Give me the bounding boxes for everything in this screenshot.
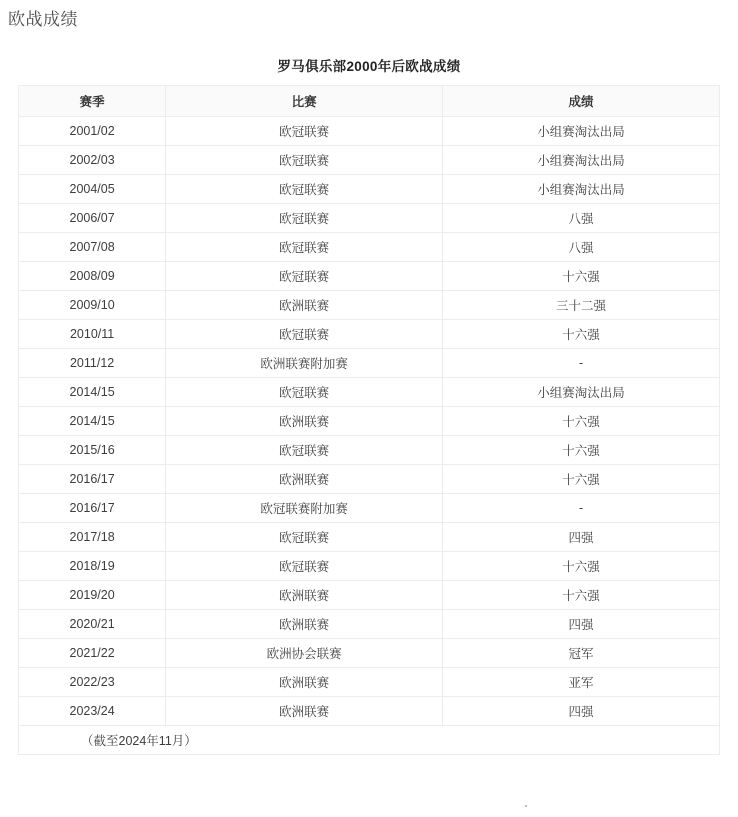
cell-competition: 欧洲联赛附加赛 (166, 349, 443, 378)
cell-competition: 欧冠联赛 (166, 523, 443, 552)
cell-season: 2016/17 (19, 465, 166, 494)
cell-result: 小组赛淘汰出局 (443, 146, 720, 175)
cell-season: 2001/02 (19, 117, 166, 146)
cell-result: - (443, 494, 720, 523)
cell-competition: 欧冠联赛 (166, 146, 443, 175)
table-row (19, 523, 720, 552)
table-header-row (19, 86, 720, 117)
table-row (19, 610, 720, 639)
table-row (19, 552, 720, 581)
cell-season: 2008/09 (19, 262, 166, 291)
cell-competition: 欧洲联赛 (166, 668, 443, 697)
cell-season: 2018/19 (19, 552, 166, 581)
table-row (19, 407, 720, 436)
table-row (19, 233, 720, 262)
cell-result: - (443, 349, 720, 378)
cell-result: 十六强 (443, 262, 720, 291)
cell-result: 小组赛淘汰出局 (443, 117, 720, 146)
cell-result: 十六强 (443, 581, 720, 610)
cell-result: 八强 (443, 204, 720, 233)
table-row (19, 494, 720, 523)
cell-result: 冠军 (443, 639, 720, 668)
table-footnote: （截至2024年11月） (19, 726, 720, 755)
cell-competition: 欧冠联赛 (166, 117, 443, 146)
table-row (19, 320, 720, 349)
cell-season: 2017/18 (19, 523, 166, 552)
cell-competition: 欧冠联赛 (166, 320, 443, 349)
cell-competition: 欧洲联赛 (166, 610, 443, 639)
table-row (19, 697, 720, 726)
cell-result: 小组赛淘汰出局 (443, 378, 720, 407)
table-row (19, 146, 720, 175)
cell-season: 2009/10 (19, 291, 166, 320)
cell-result: 十六强 (443, 436, 720, 465)
cell-result: 八强 (443, 233, 720, 262)
cell-season: 2006/07 (19, 204, 166, 233)
cell-result: 十六强 (443, 552, 720, 581)
cell-season: 2010/11 (19, 320, 166, 349)
column-header-competition: 比赛 (166, 86, 443, 117)
cell-season: 2023/24 (19, 697, 166, 726)
table-row (19, 465, 720, 494)
cell-competition: 欧冠联赛 (166, 262, 443, 291)
table-body (19, 117, 720, 755)
table-row (19, 639, 720, 668)
cell-result: 四强 (443, 610, 720, 639)
cell-competition: 欧冠联赛 (166, 436, 443, 465)
column-header-season: 赛季 (19, 86, 166, 117)
cell-competition: 欧冠联赛 (166, 204, 443, 233)
table-row (19, 262, 720, 291)
cell-competition: 欧冠联赛 (166, 378, 443, 407)
table-row (19, 668, 720, 697)
cell-season: 2022/23 (19, 668, 166, 697)
cell-result: 十六强 (443, 465, 720, 494)
table-footnote-row (19, 726, 720, 755)
page-bottom-marker (525, 805, 527, 807)
table-row (19, 581, 720, 610)
cell-competition: 欧洲联赛 (166, 291, 443, 320)
cell-season: 2004/05 (19, 175, 166, 204)
table-row (19, 175, 720, 204)
stats-table-container (18, 49, 720, 755)
cell-season: 2016/17 (19, 494, 166, 523)
cell-season: 2002/03 (19, 146, 166, 175)
cell-result: 四强 (443, 697, 720, 726)
cell-result: 亚军 (443, 668, 720, 697)
table-row (19, 291, 720, 320)
cell-season: 2021/22 (19, 639, 166, 668)
table-row (19, 436, 720, 465)
european-results-table (18, 85, 720, 755)
cell-season: 2007/08 (19, 233, 166, 262)
cell-season: 2011/12 (19, 349, 166, 378)
cell-competition: 欧冠联赛附加赛 (166, 494, 443, 523)
cell-result: 十六强 (443, 320, 720, 349)
cell-competition: 欧冠联赛 (166, 175, 443, 204)
cell-competition: 欧洲联赛 (166, 697, 443, 726)
cell-competition: 欧洲联赛 (166, 407, 443, 436)
cell-competition: 欧洲联赛 (166, 465, 443, 494)
cell-competition: 欧冠联赛 (166, 552, 443, 581)
table-row (19, 378, 720, 407)
cell-season: 2020/21 (19, 610, 166, 639)
column-header-result: 成绩 (443, 86, 720, 117)
table-row (19, 349, 720, 378)
cell-season: 2015/16 (19, 436, 166, 465)
table-header (19, 86, 720, 117)
cell-result: 小组赛淘汰出局 (443, 175, 720, 204)
table-title: 罗马俱乐部2000年后欧战成绩 (277, 59, 461, 74)
cell-season: 2014/15 (19, 407, 166, 436)
cell-result: 十六强 (443, 407, 720, 436)
cell-competition: 欧冠联赛 (166, 233, 443, 262)
page-title: 欧战成绩 (8, 10, 78, 29)
cell-season: 2019/20 (19, 581, 166, 610)
cell-competition: 欧洲协会联赛 (166, 639, 443, 668)
cell-result: 三十二强 (443, 291, 720, 320)
table-row (19, 117, 720, 146)
cell-competition: 欧洲联赛 (166, 581, 443, 610)
cell-season: 2014/15 (19, 378, 166, 407)
cell-result: 四强 (443, 523, 720, 552)
table-row (19, 204, 720, 233)
